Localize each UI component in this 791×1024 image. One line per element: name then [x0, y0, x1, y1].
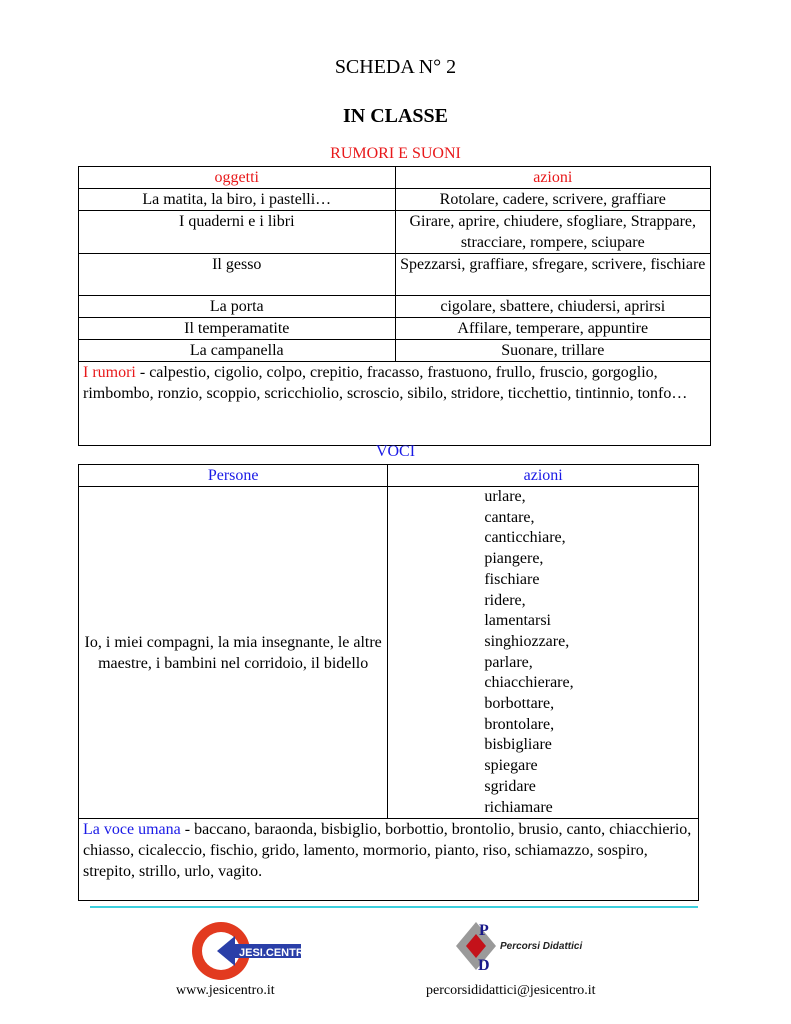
list-item: chiacchierare, [484, 674, 574, 692]
voci-note-text: - baccano, baraonda, bisbiglio, borbottio, brontolio, brusio, canto, chiacchierio, chiasso, cicaleccio, fischio, grido, lamento, mormorio, pianto, riso, schiamazzo, sospiro, strepito, strillo, urlo, vagito. [83, 821, 692, 881]
footer-divider [90, 906, 698, 908]
object-cell: Il gesso [79, 254, 396, 296]
table-row [79, 340, 711, 362]
voci-note-label: La voce umana [83, 821, 181, 839]
object-cell: Il temperamatite [79, 318, 396, 340]
column-header-actions: azioni [395, 167, 710, 189]
list-item: bisbigliare [484, 736, 552, 754]
action-cell: Rotolare, cadere, scrivere, graffiare [395, 189, 710, 211]
list-item: singhiozzare, [484, 632, 570, 650]
list-item: borbottare, [484, 695, 555, 713]
list-item: spiegare [484, 757, 538, 775]
list-item: fischiare [484, 570, 540, 588]
list-item: urlare, [484, 488, 526, 505]
table-header-row [79, 465, 699, 487]
table-row [79, 296, 711, 318]
table-row [79, 318, 711, 340]
action-cell: Girare, aprire, chiudere, sfogliare, Strappare, stracciare, rompere, sciupare [395, 211, 710, 254]
rumori-table [78, 166, 711, 446]
voci-table [78, 464, 699, 901]
rumori-note-label: I rumori [83, 364, 136, 381]
page-subtitle: IN CLASSE [342, 105, 449, 127]
table-row [79, 211, 711, 254]
action-cell: Suonare, trillare [395, 340, 710, 362]
page-title: SCHEDA N° 2 [334, 56, 457, 78]
rumori-section-title: RUMORI E SUONI [330, 145, 461, 162]
column-header-people: Persone [79, 465, 388, 487]
object-cell: La campanella [79, 340, 396, 362]
jesi-centro-logo [187, 920, 313, 982]
list-item: sgridare [484, 777, 536, 795]
action-cell: Spezzarsi, graffiare, sfregare, scrivere, fischiare [395, 254, 710, 296]
footer-email[interactable]: percorsididattici@jesicentro.it [426, 983, 596, 998]
logo1-text: JESI.CENTRO [239, 947, 313, 959]
logo2-letter-d: D [478, 957, 490, 974]
action-cell: Affilare, temperare, appuntire [395, 318, 710, 340]
percorsi-didattici-logo [452, 918, 597, 976]
voci-note [79, 819, 699, 901]
rumori-note [79, 362, 711, 446]
column-header-actions: azioni [388, 465, 699, 487]
table-row [79, 189, 711, 211]
list-item: brontolare, [484, 715, 555, 733]
list-item: lamentarsi [484, 612, 551, 630]
list-item: parlare, [484, 653, 533, 671]
voci-actions-cell [388, 487, 699, 819]
logo2-letter-p: P [479, 922, 489, 939]
list-item: piangere, [484, 550, 544, 568]
voci-section-title: VOCI [375, 443, 416, 460]
table-row [79, 487, 699, 819]
table-row [79, 254, 711, 296]
list-item: cantare, [484, 508, 535, 526]
action-cell: cigolare, sbattere, chiudersi, aprirsi [395, 296, 710, 318]
table-header-row [79, 167, 711, 189]
object-cell: I quaderni e i libri [79, 211, 396, 254]
object-cell: La porta [79, 296, 396, 318]
list-item: richiamare [484, 798, 553, 816]
logo2-text: Percorsi Didattici [500, 941, 583, 952]
column-header-objects: oggetti [79, 167, 396, 189]
list-item: ridere, [484, 591, 526, 609]
voci-note-row [79, 819, 699, 901]
rumori-note-row [79, 362, 711, 446]
list-item: canticchiare, [484, 529, 566, 547]
rumori-note-text: - calpestio, cigolio, colpo, crepitio, fracasso, frastuono, frullo, fruscio, gorgoglio, rimbombo, ronzio, scoppio, scricchiolio, scroscio, sibilo, stridore, ticchettio, tintinnio, tonfo… [83, 364, 688, 402]
footer-url[interactable]: www.jesicentro.it [176, 983, 275, 998]
people-cell: Io, i miei compagni, la mia insegnante, le altre maestre, i bambini nel corridoio, il bidello [79, 487, 388, 819]
object-cell: La matita, la biro, i pastelli… [79, 189, 396, 211]
